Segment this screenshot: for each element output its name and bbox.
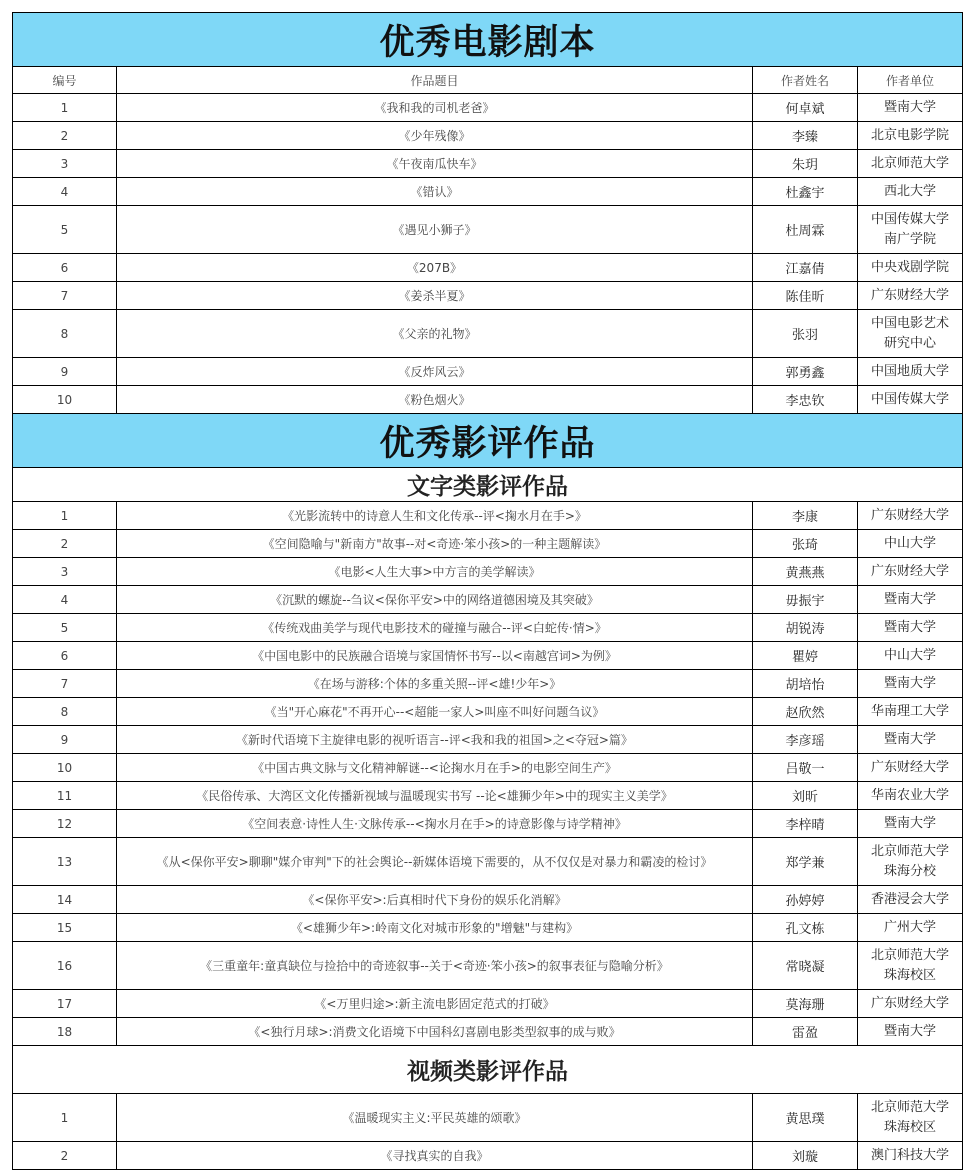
entry-number: 1 (13, 502, 117, 530)
screenplay-row (13, 178, 963, 206)
entry-number: 4 (13, 178, 117, 206)
author-name: 刘璇 (753, 1142, 858, 1170)
text-review-row (13, 586, 963, 614)
author-name: 刘昕 (753, 782, 858, 810)
col-header-affiliation: 作者单位 (858, 67, 963, 94)
entry-number: 2 (13, 530, 117, 558)
entry-title: 《温暖现实主义:平民英雄的颂歌》 (117, 1094, 753, 1142)
video-reviews-heading: 视频类影评作品 (13, 1046, 963, 1094)
entry-title: 《中国古典文脉与文化精神解谜--<论掬水月在手>的电影空间生产》 (117, 754, 753, 782)
entry-number: 10 (13, 754, 117, 782)
author-name: 胡培怡 (753, 670, 858, 698)
author-affiliation (858, 150, 963, 178)
entry-number: 16 (13, 942, 117, 990)
author-affiliation (858, 254, 963, 282)
text-review-row (13, 942, 963, 990)
reviews-heading: 优秀影评作品 (13, 414, 963, 468)
entry-title: 《少年残像》 (117, 122, 753, 150)
screenplay-row (13, 310, 963, 358)
screenplay-row (13, 282, 963, 310)
affiliation-line: 西北大学 (884, 183, 937, 199)
entry-title: 《空间表意·诗性人生·文脉传承--<掬水月在手>的诗意影像与诗学精神》 (117, 810, 753, 838)
entry-number: 8 (13, 698, 117, 726)
entry-number: 18 (13, 1018, 117, 1046)
author-affiliation (858, 782, 963, 810)
author-affiliation (858, 310, 963, 358)
entry-number: 15 (13, 914, 117, 942)
affiliation-line: 北京师范大学 (871, 843, 950, 859)
affiliation-line: 中国传媒大学 (871, 391, 950, 407)
affiliation-line: 华南农业大学 (871, 787, 950, 803)
entry-number: 13 (13, 838, 117, 886)
screenplay-heading: 优秀电影剧本 (13, 13, 963, 67)
affiliation-line: 广州大学 (884, 919, 937, 935)
author-name: 朱玥 (753, 150, 858, 178)
entry-number: 14 (13, 886, 117, 914)
entry-title: 《反炸风云》 (117, 358, 753, 386)
affiliation-line: 中国传媒大学 (871, 211, 950, 227)
author-name: 张琦 (753, 530, 858, 558)
affiliation-line: 暨南大学 (884, 731, 937, 747)
author-affiliation (858, 206, 963, 254)
entry-title: 《民俗传承、大湾区文化传播新视域与温暖现实书写 --论<雄狮少年>中的现实主义美学》 (117, 782, 753, 810)
author-name: 陈佳昕 (753, 282, 858, 310)
text-review-row (13, 914, 963, 942)
author-affiliation (858, 178, 963, 206)
author-affiliation (858, 502, 963, 530)
entry-number: 9 (13, 726, 117, 754)
author-name: 张羽 (753, 310, 858, 358)
col-header-author: 作者姓名 (753, 67, 858, 94)
author-affiliation (858, 1142, 963, 1170)
entry-number: 17 (13, 990, 117, 1018)
affiliation-line: 暨南大学 (884, 675, 937, 691)
author-name: 郑学兼 (753, 838, 858, 886)
entry-title: 《错认》 (117, 178, 753, 206)
text-review-row (13, 558, 963, 586)
entry-number: 5 (13, 206, 117, 254)
affiliation-line: 暨南大学 (884, 619, 937, 635)
entry-title: 《遇见小狮子》 (117, 206, 753, 254)
affiliation-line: 珠海校区 (884, 1119, 937, 1135)
entry-title: 《粉色烟火》 (117, 386, 753, 414)
entry-title: 《<雄狮少年>:岭南文化对城市形象的"增魅"与建构》 (117, 914, 753, 942)
author-name: 黄燕燕 (753, 558, 858, 586)
entry-title: 《三重童年:童真缺位与捡拾中的奇迹叙事--关于<奇迹·笨小孩>的叙事表征与隐喻分析》 (117, 942, 753, 990)
entry-title: 《中国电影中的民族融合语境与家国情怀书写--以<南越宫词>为例》 (117, 642, 753, 670)
entry-title: 《传统戏曲美学与现代电影技术的碰撞与融合--评<白蛇传·情>》 (117, 614, 753, 642)
affiliation-line: 南广学院 (884, 231, 937, 247)
entry-title: 《午夜南瓜快车》 (117, 150, 753, 178)
affiliation-line: 暨南大学 (884, 99, 937, 115)
text-reviews-heading: 文字类影评作品 (13, 468, 963, 502)
author-name: 孔文栋 (753, 914, 858, 942)
text-review-row (13, 698, 963, 726)
affiliation-line: 北京师范大学 (871, 947, 950, 963)
author-affiliation (858, 990, 963, 1018)
affiliation-line: 珠海分校 (884, 863, 937, 879)
author-name: 胡锐涛 (753, 614, 858, 642)
author-affiliation (858, 282, 963, 310)
text-review-row (13, 642, 963, 670)
author-affiliation (858, 942, 963, 990)
author-name: 江嘉倩 (753, 254, 858, 282)
author-affiliation (858, 726, 963, 754)
screenplay-row (13, 254, 963, 282)
entry-number: 6 (13, 254, 117, 282)
entry-title: 《我和我的司机老爸》 (117, 94, 753, 122)
affiliation-line: 澳门科技大学 (871, 1147, 950, 1163)
affiliation-line: 珠海校区 (884, 967, 937, 983)
entry-title: 《父亲的礼物》 (117, 310, 753, 358)
entry-title: 《从<保你平安>聊聊"媒介审判"下的社会舆论--新媒体语境下需要的，从不仅仅是对暴力和霸凌的检讨》 (117, 838, 753, 886)
author-affiliation (858, 698, 963, 726)
entry-title: 《当"开心麻花"不再开心--<超能一家人>叫座不叫好问题刍议》 (117, 698, 753, 726)
affiliation-line: 中央戏剧学院 (871, 259, 950, 275)
text-review-row (13, 754, 963, 782)
video-review-row (13, 1094, 963, 1142)
awards-document (12, 12, 962, 1170)
author-affiliation (858, 838, 963, 886)
author-affiliation (858, 122, 963, 150)
text-review-row (13, 838, 963, 886)
text-review-row (13, 614, 963, 642)
screenplay-row (13, 122, 963, 150)
author-affiliation (858, 914, 963, 942)
affiliation-line: 中国电影艺术 (871, 315, 950, 331)
author-affiliation (858, 1018, 963, 1046)
entry-number: 12 (13, 810, 117, 838)
author-name: 孙婷婷 (753, 886, 858, 914)
affiliation-line: 研究中心 (884, 335, 937, 351)
author-name: 莫海珊 (753, 990, 858, 1018)
author-name: 李忠钦 (753, 386, 858, 414)
entry-title: 《在场与游移:个体的多重关照--评<雄!少年>》 (117, 670, 753, 698)
author-affiliation (858, 358, 963, 386)
author-name: 吕敬一 (753, 754, 858, 782)
author-name: 何卓斌 (753, 94, 858, 122)
author-name: 杜鑫宇 (753, 178, 858, 206)
entry-number: 1 (13, 1094, 117, 1142)
author-name: 李臻 (753, 122, 858, 150)
entry-title: 《空间隐喻与"新南方"故事--对<奇迹·笨小孩>的一种主题解读》 (117, 530, 753, 558)
author-affiliation (858, 614, 963, 642)
author-name: 杜周霖 (753, 206, 858, 254)
entry-title: 《<万里归途>:新主流电影固定范式的打破》 (117, 990, 753, 1018)
entry-title: 《207B》 (117, 254, 753, 282)
screenplay-section-header (13, 13, 963, 67)
entry-number: 10 (13, 386, 117, 414)
affiliation-line: 广东财经大学 (871, 287, 950, 303)
entry-number: 8 (13, 310, 117, 358)
entry-number: 7 (13, 670, 117, 698)
author-name: 瞿婷 (753, 642, 858, 670)
entry-title: 《寻找真实的自我》 (117, 1142, 753, 1170)
author-affiliation (858, 754, 963, 782)
entry-number: 3 (13, 558, 117, 586)
video-review-row (13, 1142, 963, 1170)
affiliation-line: 北京师范大学 (871, 155, 950, 171)
affiliation-line: 广东财经大学 (871, 563, 950, 579)
video-reviews-subheader (13, 1046, 963, 1094)
affiliation-line: 华南理工大学 (871, 703, 950, 719)
entry-title: 《<独行月球>:消费文化语境下中国科幻喜剧电影类型叙事的成与败》 (117, 1018, 753, 1046)
author-affiliation (858, 558, 963, 586)
author-name: 李梓晴 (753, 810, 858, 838)
affiliation-line: 香港浸会大学 (871, 891, 950, 907)
screenplay-row (13, 150, 963, 178)
col-header-title: 作品题目 (117, 67, 753, 94)
text-review-row (13, 726, 963, 754)
affiliation-line: 暨南大学 (884, 1023, 937, 1039)
awards-table (12, 12, 963, 1170)
affiliation-line: 广东财经大学 (871, 995, 950, 1011)
text-review-row (13, 530, 963, 558)
affiliation-line: 中国地质大学 (871, 363, 950, 379)
screenplay-row (13, 94, 963, 122)
author-affiliation (858, 530, 963, 558)
entry-number: 9 (13, 358, 117, 386)
author-affiliation (858, 670, 963, 698)
col-header-number: 编号 (13, 67, 117, 94)
text-review-row (13, 782, 963, 810)
author-name: 常晓凝 (753, 942, 858, 990)
author-name: 赵欣然 (753, 698, 858, 726)
affiliation-line: 中山大学 (884, 535, 937, 551)
entry-number: 6 (13, 642, 117, 670)
entry-title: 《沉默的螺旋--刍议<保你平安>中的网络道德困境及其突破》 (117, 586, 753, 614)
entry-number: 2 (13, 122, 117, 150)
affiliation-line: 暨南大学 (884, 591, 937, 607)
affiliation-line: 北京电影学院 (871, 127, 950, 143)
affiliation-line: 中山大学 (884, 647, 937, 663)
text-reviews-subheader (13, 468, 963, 502)
affiliation-line: 广东财经大学 (871, 507, 950, 523)
author-name: 郭勇鑫 (753, 358, 858, 386)
entry-number: 5 (13, 614, 117, 642)
entry-title: 《光影流转中的诗意人生和文化传承--评<掬水月在手>》 (117, 502, 753, 530)
screenplay-row (13, 206, 963, 254)
author-name: 毋振宇 (753, 586, 858, 614)
entry-number: 2 (13, 1142, 117, 1170)
entry-number: 1 (13, 94, 117, 122)
text-review-row (13, 1018, 963, 1046)
reviews-section-header (13, 414, 963, 468)
entry-title: 《<保你平安>:后真相时代下身份的娱乐化消解》 (117, 886, 753, 914)
author-affiliation (858, 94, 963, 122)
author-affiliation (858, 886, 963, 914)
author-affiliation (858, 586, 963, 614)
text-review-row (13, 886, 963, 914)
author-affiliation (858, 810, 963, 838)
text-review-row (13, 670, 963, 698)
author-name: 李彦瑶 (753, 726, 858, 754)
entry-title: 《姜杀半夏》 (117, 282, 753, 310)
affiliation-line: 暨南大学 (884, 815, 937, 831)
text-review-row (13, 990, 963, 1018)
entry-title: 《电影<人生大事>中方言的美学解读》 (117, 558, 753, 586)
entry-title: 《新时代语境下主旋律电影的视听语言--评<我和我的祖国>之<夺冠>篇》 (117, 726, 753, 754)
screenplay-row (13, 358, 963, 386)
text-review-row (13, 502, 963, 530)
author-name: 李康 (753, 502, 858, 530)
entry-number: 11 (13, 782, 117, 810)
author-affiliation (858, 1094, 963, 1142)
text-review-row (13, 810, 963, 838)
column-header-row (13, 67, 963, 94)
author-affiliation (858, 642, 963, 670)
affiliation-line: 广东财经大学 (871, 759, 950, 775)
author-affiliation (858, 386, 963, 414)
author-name: 黄思璞 (753, 1094, 858, 1142)
entry-number: 7 (13, 282, 117, 310)
author-name: 雷盈 (753, 1018, 858, 1046)
entry-number: 3 (13, 150, 117, 178)
screenplay-row (13, 386, 963, 414)
affiliation-line: 北京师范大学 (871, 1099, 950, 1115)
entry-number: 4 (13, 586, 117, 614)
